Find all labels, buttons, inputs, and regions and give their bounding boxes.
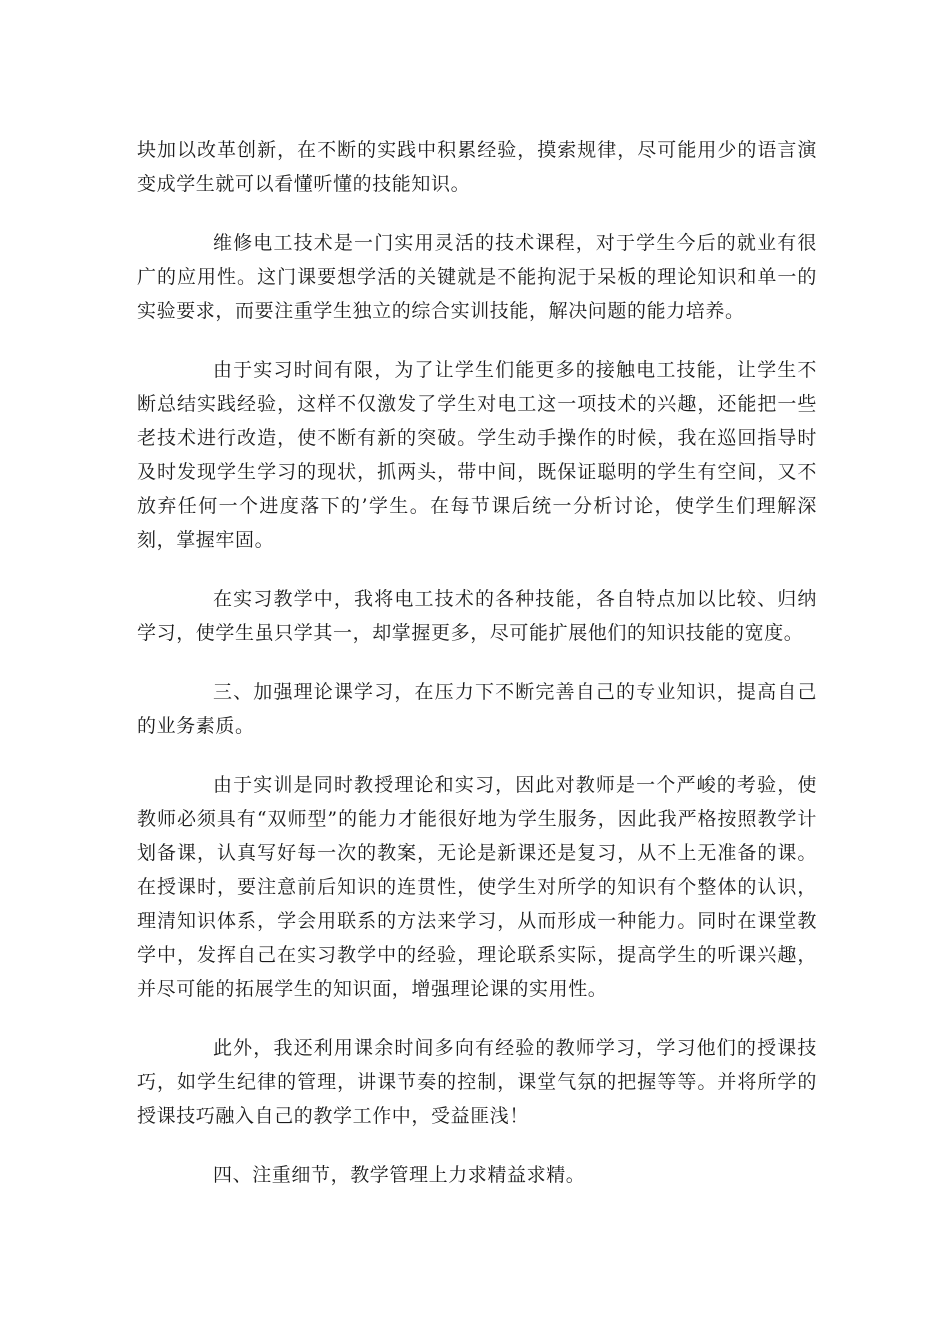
paragraph-continuation: 块加以改革创新，在不断的实践中积累经验，摸索规律，尽可能用少的语言演变成学生就可以看懂听懂的技能知识。: [137, 139, 817, 195]
paragraph-course-description: 维修电工技术是一门实用灵活的技术课程，对于学生今后的就业有很广的应用性。这门课要想学活的关键就是不能拘泥于呆板的理论知识和单一的实验要求，而要注重学生独立的综合实训技能，解决问题的能力培养。: [137, 232, 817, 322]
section-heading-four: 四、注重细节，教学管理上力求精益求精。: [213, 1164, 586, 1186]
paragraph-learning-from-teachers: 此外，我还利用课余时间多向有经验的教师学习，学习他们的授课技巧，如学生纪律的管理，讲课节奏的控制，课堂气氛的把握等等。并将所学的授课技巧融入自己的教学工作中，受益匪浅！: [137, 1037, 817, 1127]
paragraph-theory-teaching: 由于实训是同时教授理论和实习，因此对教师是一个严峻的考验，使教师必须具有“双师型”的能力才能很好地为学生服务，因此我严格按照教学计划备课，认真写好每一次的教案，无论是新课还是复习，从不上无准备的课。在授课时，要注意前后知识的连贯性，使学生对所学的知识有个整体的认识，理清知识体系，学会用联系的方法来学习，从而形成一种能力。同时在课堂教学中，发挥自己在实习教学中的经验，理论联系实际，提高学生的听课兴趣，并尽可能的拓展学生的知识面，增强理论课的实用性。: [137, 774, 817, 1000]
paragraph-practice-teaching: 在实习教学中，我将电工技术的各种技能，各自特点加以比较、归纳学习，使学生虽只学其一，却掌握更多，尽可能扩展他们的知识技能的宽度。: [137, 588, 817, 644]
section-heading-three: 三、加强理论课学习，在压力下不断完善自己的专业知识，提高自己的业务素质。: [137, 681, 817, 737]
paragraph-practice-time: 由于实习时间有限，为了让学生们能更多的接触电工技能，让学生不断总结实践经验，这样不仅激发了学生对电工这一项技术的兴趣，还能把一些老技术进行改造，使不断有新的突破。学生动手操作的时候，我在巡回指导时及时发现学生学习的现状，抓两头，带中间，既保证聪明的学生有空间，又不放弃任何一个进度落下的’学生。在每节课后统一分析讨论，使学生们理解深刻，掌握牢固。: [137, 359, 817, 551]
document-body: [137, 133, 817, 1217]
